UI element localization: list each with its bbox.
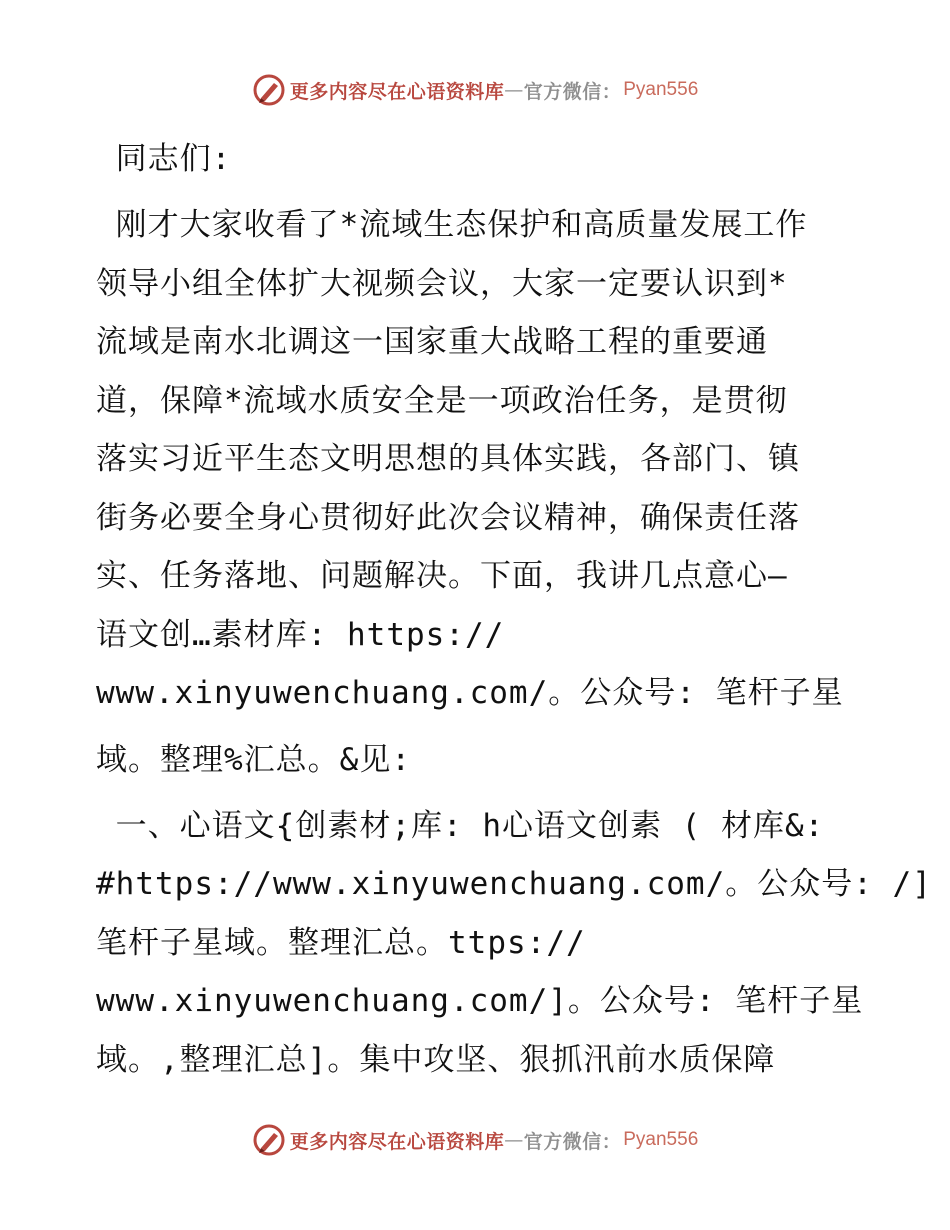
paragraph-line: 流域是南水北调这一国家重大战略工程的重要通 bbox=[96, 324, 768, 360]
paragraph-line: 语文创…素材库: https:// bbox=[96, 616, 505, 653]
pen-logo-icon bbox=[252, 73, 286, 107]
paragraph-line: www.xinyuwenchuang.com/。公众号: 笔杆子星 bbox=[96, 675, 844, 711]
paragraph-2 bbox=[96, 797, 932, 1090]
paragraph-line: 笔杆子星域。整理汇总。ttps:// bbox=[96, 924, 586, 961]
paragraph-line: 道，保障*流域水质安全是一项政治任务，是贯彻 bbox=[96, 382, 788, 419]
banner-brand-text: 更多内容尽在心语资料库 bbox=[289, 1130, 505, 1153]
banner-wechat-label: 官方微信： bbox=[523, 80, 622, 103]
paragraph-line: 实、任务落地、问题解决。下面，我讲几点意心— bbox=[96, 558, 788, 594]
document-body bbox=[96, 122, 932, 1089]
banner-wechat-id: Pyan556 bbox=[623, 79, 699, 100]
paragraph-line: 一、心语文{创素材;库: h心语文创素 ( 材库&: bbox=[96, 807, 825, 844]
banner-dash: — bbox=[504, 79, 524, 101]
paragraph-line: 域。,整理汇总]。集中攻坚、狠抓汛前水质保障 bbox=[96, 1041, 776, 1078]
paragraph-line: www.xinyuwenchuang.com/]。公众号: 笔杆子星 bbox=[96, 983, 864, 1019]
paragraph-line: 领导小组全体扩大视频会议，大家一定要认识到* bbox=[96, 265, 788, 302]
banner-wechat-label: 官方微信： bbox=[523, 1130, 622, 1153]
paragraph-line: 落实习近平生态文明思想的具体实践，各部门、镇 bbox=[96, 441, 800, 477]
banner-dash: — bbox=[504, 1129, 524, 1151]
paragraph-line: 域。整理%汇总。&见: bbox=[96, 741, 411, 778]
header-banner bbox=[0, 68, 950, 112]
banner-wechat-id: Pyan556 bbox=[623, 1129, 699, 1150]
footer-banner bbox=[0, 1118, 950, 1162]
pen-logo-icon bbox=[252, 1123, 286, 1157]
paragraph-line: 街务必要全身心贯彻好此次会议精神，确保责任落 bbox=[96, 499, 800, 536]
salutation: 同志们: bbox=[96, 141, 232, 177]
paragraph-line: #https://www.xinyuwenchuang.com/。公众号: /] bbox=[96, 866, 932, 902]
paragraph-1 bbox=[96, 196, 866, 797]
paragraph-line: 刚才大家收看了*流域生态保护和高质量发展工作 bbox=[96, 207, 808, 243]
banner-brand-text: 更多内容尽在心语资料库 bbox=[289, 80, 505, 103]
